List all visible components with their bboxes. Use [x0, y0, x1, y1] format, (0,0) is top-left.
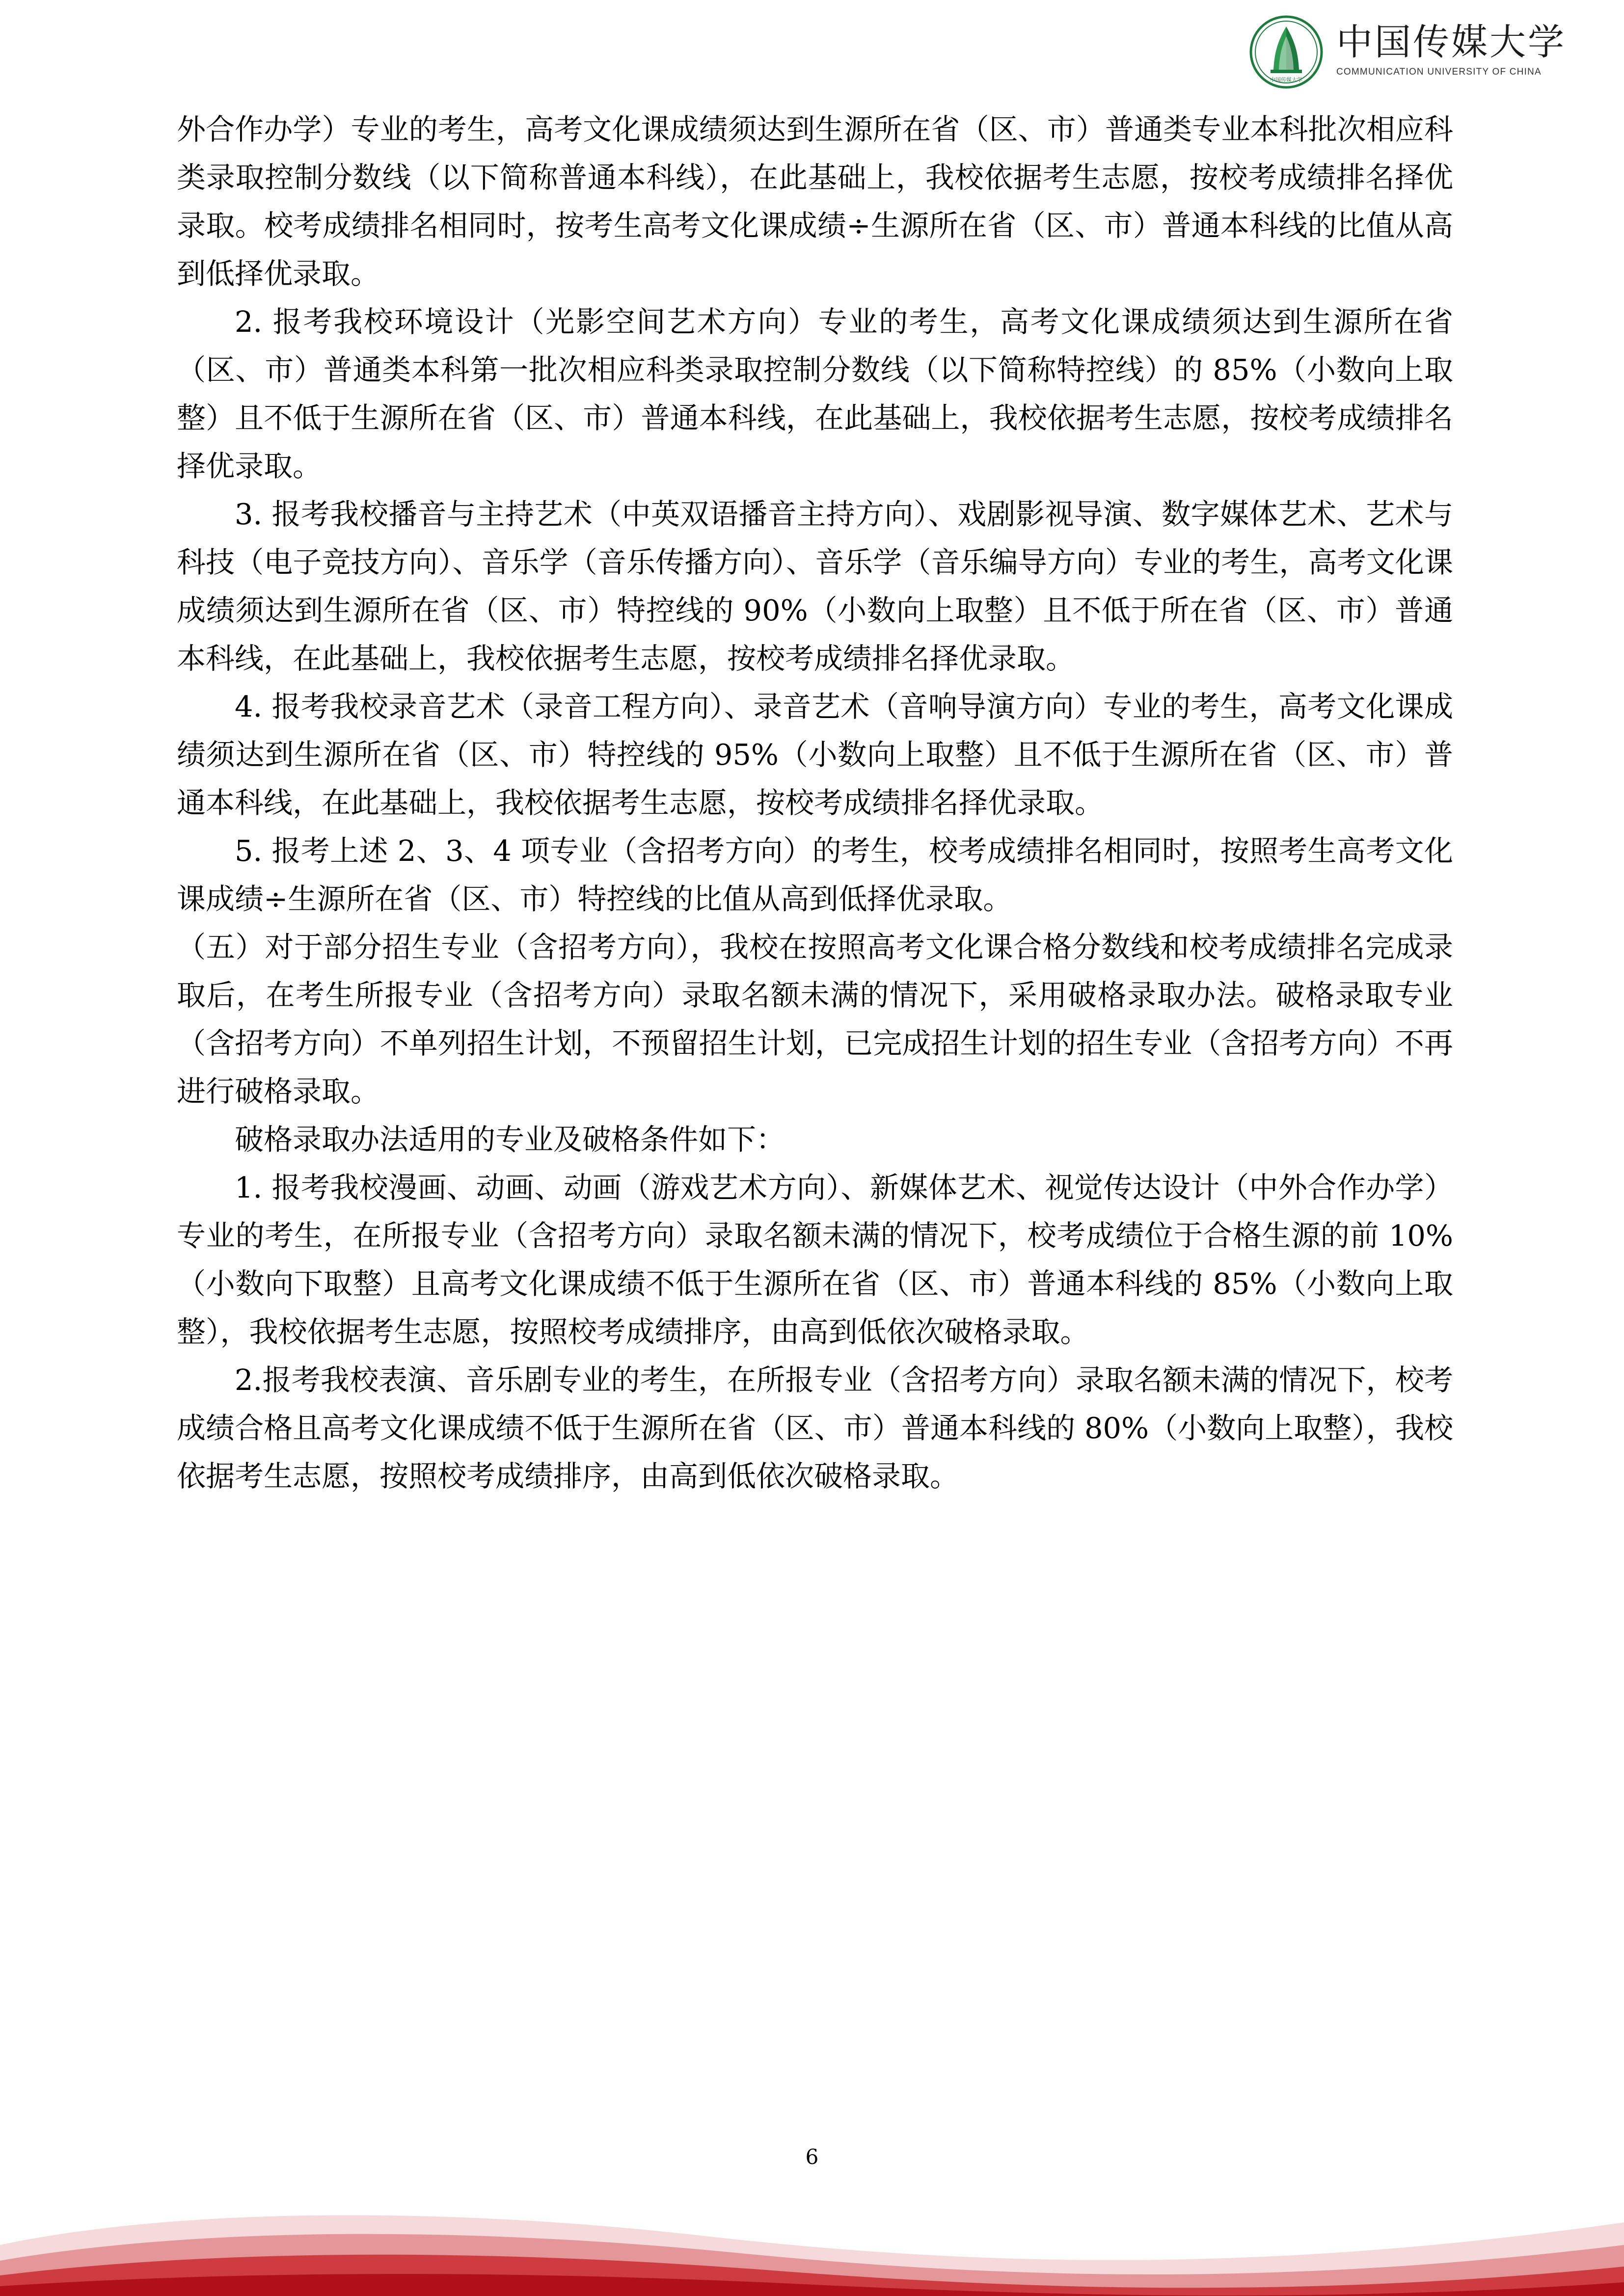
university-name-cn: 中国传媒大学	[1336, 21, 1566, 64]
document-body	[177, 106, 1453, 1500]
paragraph: 5. 报考上述 2、3、4 项专业（含招考方向）的考生，校考成绩排名相同时，按照考生高考文化课成绩÷生源所在省（区、市）特控线的比值从高到低择优录取。	[177, 834, 1453, 916]
university-wordmark	[1336, 21, 1566, 80]
paragraph: 2.报考我校表演、音乐剧专业的考生，在所报专业（含招考方向）录取名额未满的情况下，校考成绩合格且高考文化课成绩不低于生源所在省（区、市）普通本科线的 80%（小数向上取整），我校依据考生志愿，按照校考成绩排序，由高到低依次破格录取。	[177, 1363, 1453, 1493]
paragraph: 破格录取办法适用的专业及破格条件如下：	[235, 1122, 785, 1156]
footer-decoration	[0, 2149, 1624, 2296]
svg-text:中国传媒大学: 中国传媒大学	[1270, 77, 1302, 83]
cuc-emblem-icon	[1249, 15, 1324, 89]
paragraph: （五）对于部分招生专业（含招考方向），我校在按照高考文化课合格分数线和校考成绩排名完成录取后，在考生所报专业（含招考方向）录取名额未满的情况下，采用破格录取办法。破格录取专业（含招考方向）不单列招生计划，不预留招生计划，已完成招生计划的招生专业（含招考方向）不再进行破格录取。	[177, 930, 1453, 1108]
paragraph: 4. 报考我校录音艺术（录音工程方向）、录音艺术（音响导演方向）专业的考生，高考文化课成绩须达到生源所在省（区、市）特控线的 95%（小数向上取整）且不低于生源所在省（区、市）普通本科线，在此基础上，我校依据考生志愿，按校考成绩排名择优录取。	[177, 690, 1453, 820]
university-header	[1249, 15, 1566, 89]
page-number: 6	[805, 2145, 819, 2169]
paragraph: 2. 报考我校环境设计（光影空间艺术方向）专业的考生，高考文化课成绩须达到生源所在省（区、市）普通类本科第一批次相应科类录取控制分数线（以下简称特控线）的 85%（小数向上取整）且不低于生源所在省（区、市）普通本科线，在此基础上，我校依据考生志愿，按校考成绩排名择优录取。	[177, 305, 1454, 483]
university-name-en: COMMUNICATION UNIVERSITY OF CHINA	[1336, 66, 1542, 77]
paragraph: 3. 报考我校播音与主持艺术（中英双语播音主持方向）、戏剧影视导演、数字媒体艺术、艺术与科技（电子竞技方向）、音乐学（音乐传播方向）、音乐学（音乐编导方向）专业的考生，高考文化课成绩须达到生源所在省（区、市）特控线的 90%（小数向上取整）且不低于所在省（区、市）普通本科线，在此基础上，我校依据考生志愿，按校考成绩排名择优录取。	[177, 497, 1453, 675]
paragraph: 外合作办学）专业的考生，高考文化课成绩须达到生源所在省（区、市）普通类专业本科批次相应科类录取控制分数线（以下简称普通本科线），在此基础上，我校依据考生志愿，按校考成绩排名择优录取。校考成绩排名相同时，按考生高考文化课成绩÷生源所在省（区、市）普通本科线的比值从高到低择优录取。	[177, 112, 1453, 291]
paragraph: 1. 报考我校漫画、动画、动画（游戏艺术方向）、新媒体艺术、视觉传达设计（中外合作办学）专业的考生，在所报专业（含招考方向）录取名额未满的情况下，校考成绩位于合格生源的前 10%（小数向下取整）且高考文化课成绩不低于生源所在省（区、市）普通本科线的 85%（小数向上取整），我校依据考生志愿，按照校考成绩排序，由高到低依次破格录取。	[177, 1171, 1453, 1349]
